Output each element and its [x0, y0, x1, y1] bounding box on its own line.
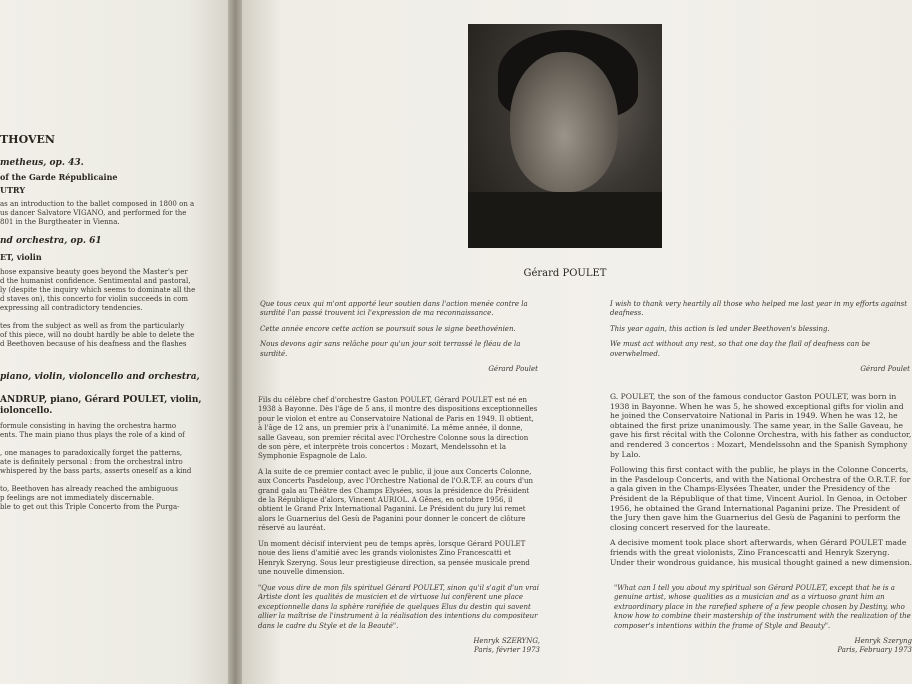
work3-performer: ANDRUP, piano, Gérard POULET, violin, ioloncello.	[0, 395, 202, 416]
left-page	[0, 0, 234, 684]
photo-caption: Gérard POULET	[523, 268, 607, 279]
english-quote-text: "What can I tell you about my spiritual son Gérard POULET, except that he is a genuine artist, whose qualities as a musician and as a virtuoso grant him an extraordinary place in the rarefied sphere of a few people chosen by Destiny, who know how to combine their mastership of the instrument with the realization of the composer's intentions within the frame of Style and Beauty".	[614, 584, 911, 630]
french-quote	[258, 584, 540, 662]
french-thanks-3: Nous devons agir sans relâche pour qu'un jour soit terrassé le fléau de la surdité.	[260, 340, 521, 358]
english-quote	[614, 584, 912, 662]
work1-text: as an introduction to the ballet composed in 1800 on a us dancer Salvatore VIGANO, and performed for the 801 in the Burgtheater in Vienna.	[0, 200, 195, 226]
english-thanks	[610, 300, 910, 380]
work3-title: piano, violin, violoncello and orchestra,	[0, 372, 200, 382]
work2-title: nd orchestra, op. 61	[0, 236, 102, 246]
work3-text: formule consisting in having the orchestra harmo ents. The main piano thus plays the role of a kind of , one manages to paradoxically forget the patterns, ate is definitely personal : from the orchestral intro whispered by the bass parts, asserts oneself as a kind to, Beethoven has already reached the ambiguous p feelings are not immediately discernable. ble to get out this Triple Concerto from the Purga-	[0, 422, 192, 511]
french-thanks-1: Que tous ceux qui m'ont apporté leur soutien dans l'action menée contre la surdité l'an passé trouvent ici l'expression de ma reconnaissance.	[260, 300, 528, 318]
english-thanks-signature: Gérard Poulet	[860, 365, 910, 374]
english-bio-1: G. POULET, the son of the famous conductor Gaston POULET, was born in 1938 in Bayonne. When he was 5, he showed exceptional gifts for violin and he joined the Conservatoire National in Paris in 1949. When he was 12, he obtained the first prize unanimously. The same year, in the Salle Gaveau, he gave his first récital with the Colonne Orchestra, with his father as conductor, and rendered 3 concertos : Mozart, Mendelssohn and the Spanish Symphony by Lalo.	[610, 392, 912, 459]
work1-title: metheus, op. 43.	[0, 158, 84, 168]
english-biography	[610, 392, 912, 573]
french-bio-3: Un moment décisif intervient peu de temps après, lorsque Gérard POULET noue des liens d'amitié avec les grands violonistes Zino Francescatti et Henryk Szeryng. Sous leur prestigieuse direction, sa pensée musicale prend une nouvelle dimension.	[258, 539, 530, 576]
english-quote-date: Paris, February 1973	[837, 646, 912, 655]
english-bio-3: A decisive moment took place short afterwards, when Gérard POULET made friends with the great violonists, Zino Francescatti and Henryk Szeryng. Under their wondrous guidance, his musical thought gained a new dimension.	[610, 538, 912, 567]
portrait-shoulders	[468, 192, 662, 248]
composer-heading: THOVEN	[0, 133, 55, 146]
french-quote-date: Paris, février 1973	[474, 646, 540, 655]
english-quote-signature: Henryk Szeryng	[854, 637, 912, 646]
french-biography	[258, 396, 538, 583]
work2-text: hose expansive beauty goes beyond the Master's per d the humanist confidence. Sentimental and pastoral, ly (despite the inquiry which seems to dominate all the d staves on), this concerto for violin succeeds in com expressing all contradictory tendencies. tes from the subject as well as from the particularly of this piece, will no doubt hardly be able to delete the d Beethoven because of his deafness and the flashes	[0, 268, 196, 348]
english-bio-2: Following this first contact with the public, he plays in the Colonne Concerts, in the Pasdeloup Concerts, and with the National Orchestra of the O.R.T.F. for a gala given in the Champs-Elysées Theater, under the Presidency of the Président de la République of that time, Vincent Auriol. In Genoa, in October 1956, he obtained the Grand International Paganini prize. The President of the Jury then gave him the Guarnerius del Gesù de Paganini to perform the closing concert reserved for the laureate.	[610, 465, 911, 532]
french-bio-2: A la suite de ce premier contact avec le public, il joue aux Concerts Colonne, aux Concerts Pasdeloup, avec l'Orchestre National de l'O.R.T.F. au cours d'un grand gala au Théâtre des Champs Elysées, sous la présidence du Président de la République d'alors, Vincent AURIOL. A Gênes, en octobre 1956, il obtient le Grand Prix International Paganini. Le Président du jury lui remet alors le Guarnerius del Gesù de Paganini pour donner le concert de clôture réservé au lauréat.	[258, 467, 533, 533]
right-page	[242, 0, 912, 684]
work2-performer: ET, violin	[0, 252, 42, 262]
portrait-face	[510, 52, 618, 192]
french-thanks-signature: Gérard Poulet	[488, 365, 538, 374]
english-thanks-2: This year again, this action is led under Beethoven's blessing.	[610, 324, 830, 333]
french-thanks-2: Cette année encore cette action se poursuit sous le signe beethovénien.	[260, 324, 516, 333]
french-thanks	[260, 300, 538, 380]
french-quote-signature: Henryk SZERYNG,	[473, 637, 540, 646]
french-quote-text: "Que vous dire de mon fils spirituel Gérard POULET, sinon qu'il s'agit d'un vrai Artiste dont les qualités de musicien et de virtuose lui confèrent une place exceptionnelle dans la sphère raréfiée de quelques Elus du destin qui savent allier la maîtrise de l'instrument à la réalisation des intentions du compositeur dans le cadre du Style et de la Beauté".	[258, 584, 539, 630]
portrait-photo	[468, 24, 662, 248]
english-thanks-1: I wish to thank very heartily all those who helped me last year in my efforts against deafness.	[610, 300, 908, 318]
work1-performer: of the Garde Républicaine	[0, 172, 118, 182]
french-bio-1: Fils du célèbre chef d'orchestre Gaston POULET, Gérard POULET est né en 1938 à Bayonne. Dès l'âge de 5 ans, il montre des dispositions exceptionnelles pour le violon et entre au Conservatoire National de Paris en 1949. Il obtient, à l'âge de 12 ans, un premier prix à l'unanimité. La même année, il donne, salle Gaveau, son premier récital avec l'Orchestre Colonne sous la direction de son père, et interprète trois concertos : Mozart, Mendelssohn et la Symphonie Espagnole de Lalo.	[258, 396, 538, 461]
work1-conductor: UTRY	[0, 185, 26, 195]
english-thanks-3: We must act without any rest, so that one day the flail of deafness can be overwhelmed.	[610, 340, 871, 358]
